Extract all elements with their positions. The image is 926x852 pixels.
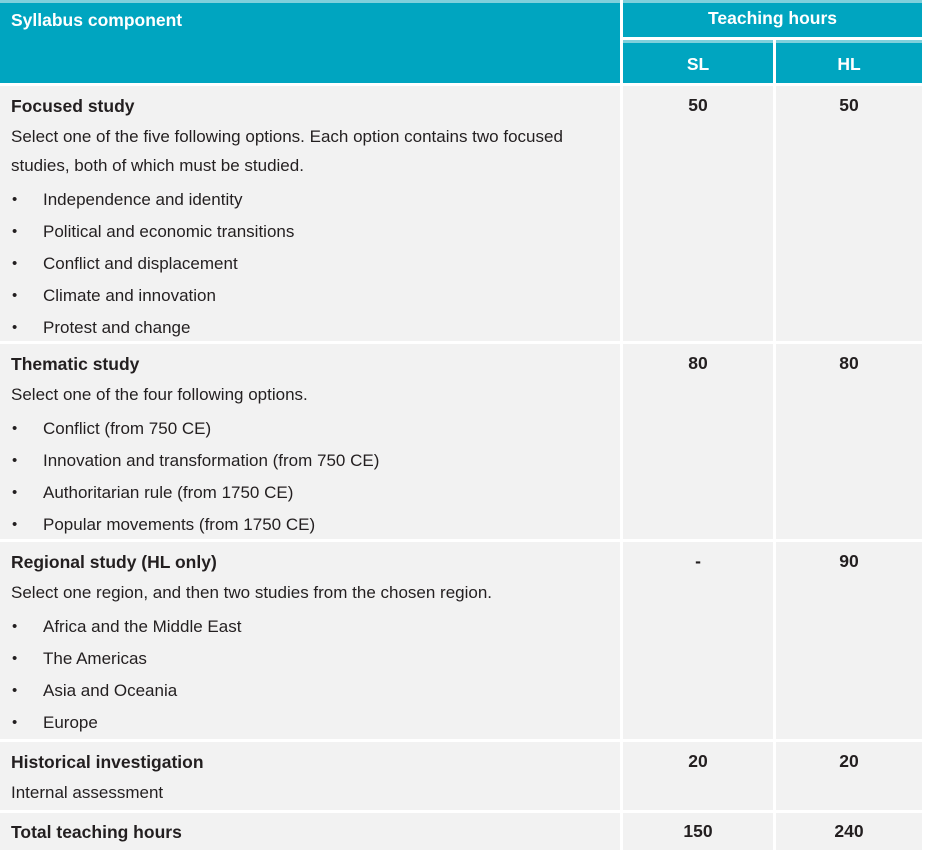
component-cell — [0, 742, 620, 810]
header-hl-label: HL — [837, 54, 861, 74]
bullet-item: • Authoritarian rule (from 1750 CE) — [11, 477, 602, 509]
hl-hours-cell: 20 — [776, 742, 922, 810]
header-teaching-hours — [623, 0, 922, 37]
component-title: Historical investigation — [11, 752, 204, 772]
table-row — [0, 742, 922, 810]
bullet-item: • Climate and innovation — [11, 280, 602, 312]
bullet-item: • Protest and change — [11, 312, 602, 341]
header-hl — [776, 40, 922, 83]
component-description: Select one region, and then two studies from the chosen region. — [11, 583, 493, 602]
component-description: Select one of the five following options. Each option contains two focused studies, both of which must be studied. — [11, 127, 563, 175]
bullet-item: • Europe — [11, 707, 602, 739]
bullet-item: • Conflict (from 750 CE) — [11, 413, 602, 445]
bullet-item: • Independence and identity — [11, 184, 602, 216]
sl-hours-cell: 150 — [623, 813, 773, 850]
sl-hours-cell: 20 — [623, 742, 773, 810]
component-options-list — [11, 611, 602, 739]
component-cell — [0, 86, 620, 341]
component-description: Internal assessment — [11, 783, 164, 802]
header-teaching-hours-label: Teaching hours — [708, 8, 837, 28]
component-cell — [0, 344, 620, 539]
bullet-item: • Conflict and displacement — [11, 248, 602, 280]
sl-hours-cell: - — [623, 542, 773, 739]
hl-hours-cell: 240 — [776, 813, 922, 850]
bullet-item: • Asia and Oceania — [11, 675, 602, 707]
bullet-item: • Popular movements (from 1750 CE) — [11, 509, 602, 539]
component-cell — [0, 813, 620, 850]
header-syllabus-component — [0, 0, 620, 83]
hl-hours-cell: 80 — [776, 344, 922, 539]
bullet-item: • Africa and the Middle East — [11, 611, 602, 643]
sl-hours-cell: 50 — [623, 86, 773, 341]
bullet-item: • Innovation and transformation (from 750 CE) — [11, 445, 602, 477]
table-row — [0, 813, 922, 850]
component-title: Thematic study — [11, 354, 140, 374]
bullet-item: • Political and economic transitions — [11, 216, 602, 248]
header-syllabus-component-label: Syllabus component — [11, 10, 183, 30]
hl-hours-cell: 50 — [776, 86, 922, 341]
table-row — [0, 344, 922, 539]
table-row — [0, 86, 922, 341]
component-title: Focused study — [11, 96, 135, 116]
component-description: Select one of the four following options. — [11, 385, 308, 404]
component-cell — [0, 542, 620, 739]
sl-hours-cell: 80 — [623, 344, 773, 539]
component-options-list — [11, 413, 602, 539]
table-body — [0, 86, 922, 850]
bullet-item: • The Americas — [11, 643, 602, 675]
component-title: Total teaching hours — [11, 821, 182, 842]
component-options-list — [11, 184, 602, 341]
table-header — [0, 0, 922, 83]
table-row — [0, 542, 922, 739]
component-title: Regional study (HL only) — [11, 552, 217, 572]
header-sl-label: SL — [686, 54, 710, 74]
header-sl — [623, 40, 773, 83]
hl-hours-cell: 90 — [776, 542, 922, 739]
